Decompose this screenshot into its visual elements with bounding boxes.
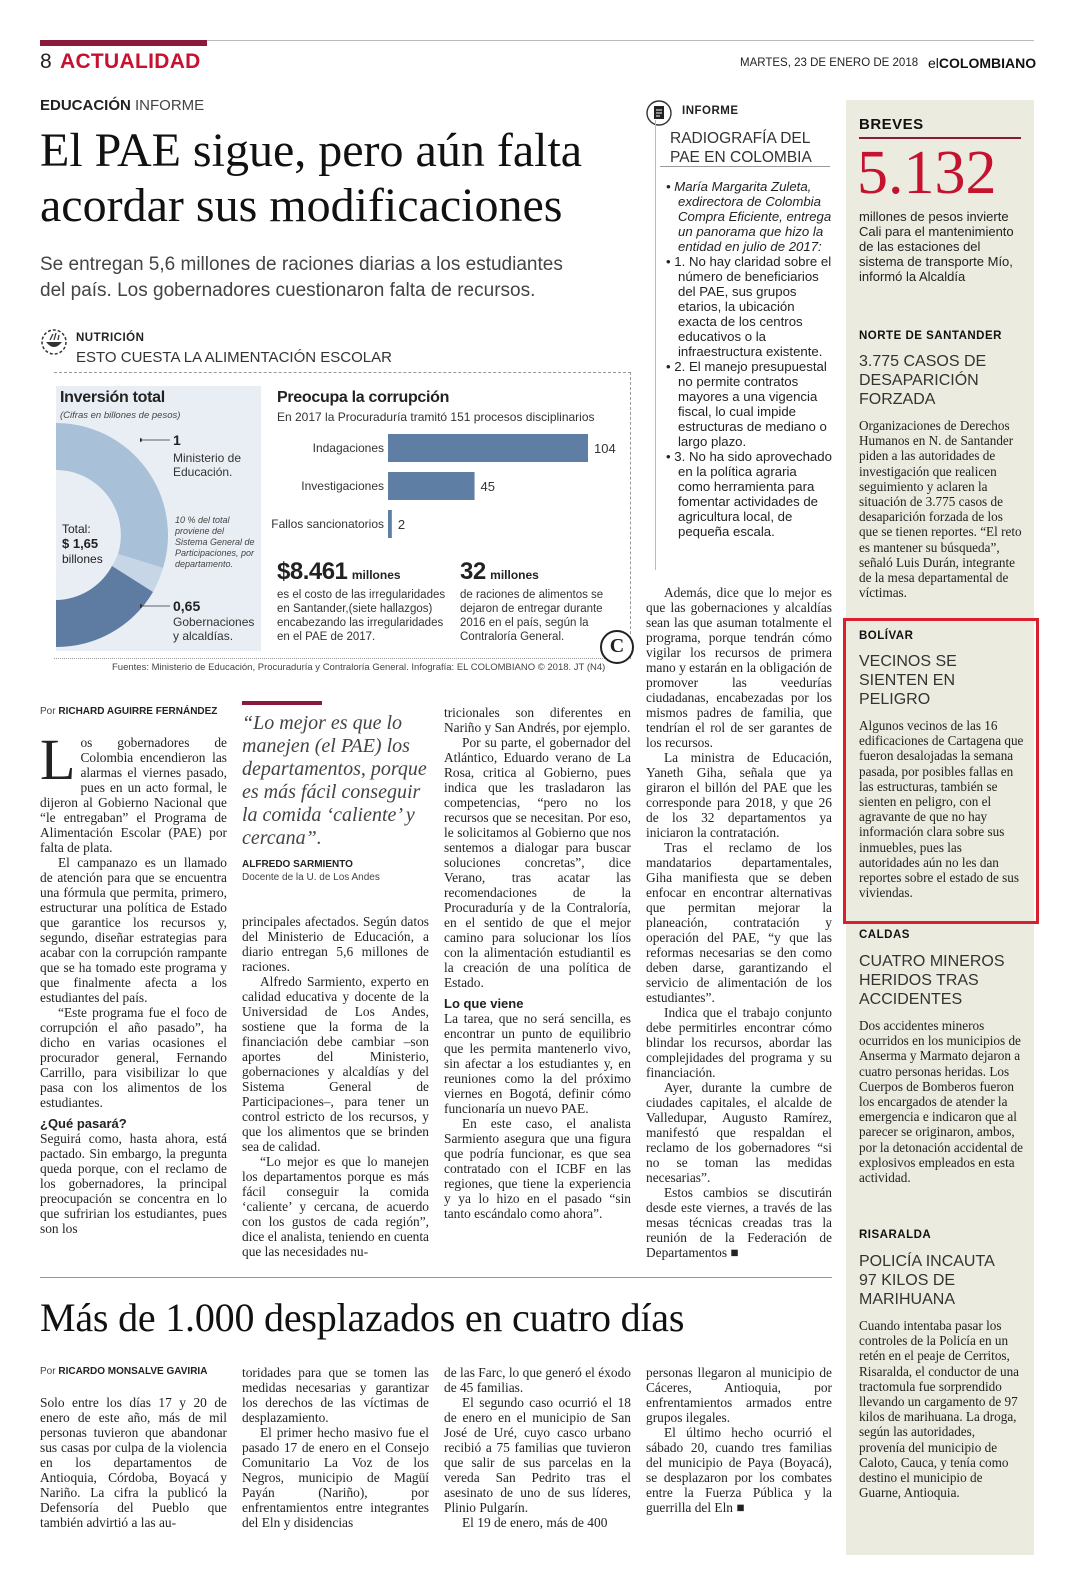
- bar-category-label: Indagaciones: [312, 441, 384, 455]
- breve-region-risaralda: RISARALDA: [859, 1229, 932, 1241]
- informe-item-text: 1. No hay claridad sobre el número de beneficiarios del PAE, sus grupos etarios, la ubicación exacta de los centros educativos o la infraestructura existente.: [674, 254, 832, 359]
- informe-item: • 2. El manejo presupuestal no permite contratos mayores a una vigencia fiscal, lo cual impide estructuras de mediano o largo plazo.: [666, 359, 827, 449]
- informe-title: [670, 129, 812, 167]
- page-date: MARTES, 23 DE ENERO DE 2018: [740, 57, 919, 69]
- byline-name: RICHARD AGUIRRE FERNÁNDEZ: [58, 706, 218, 717]
- bar-indagaciones: [388, 434, 588, 462]
- breve-title-caldas: CUATRO MINEROS HERIDOS TRAS ACCIDENTES: [859, 953, 1005, 1008]
- stat1-unit: millones: [351, 568, 401, 582]
- paragraph: principales afectados. Según datos del Ministerio de Educación, a diario entregan 5,6 millones de raciones.: [242, 914, 429, 974]
- stat2-number: 32: [460, 558, 486, 585]
- paragraph: El primer hecho masivo fue el pasado 17 de enero en el Consejo Comunitario La Voz de los Negros, municipio de Magüí Payán (Nariño), por enfrentamientos entre integrantes del Eln y disidencias: [242, 1425, 429, 1530]
- kicker-bold: EDUCACIÓN: [40, 97, 131, 114]
- paragraph: Los gobernadores de Colombia encendieron las alarmas el viernes pasado, pues en un acto formal, le dijeron al Gobierno Nacional que “le entregaban” el Programa de Alimentación Escolar (PAE) por falta de plata.: [40, 735, 227, 855]
- paragraph: El campanazo es un llamado de atención para que se encuentra una fórmula que permita, primero, estructurar una política de Estado que garantice los recursos y, segundo, diseñar estrategias para acabar con la corrupción rampante que se ha tomado este programa y que finalmente afecta a los estudiantes del país.: [40, 855, 227, 1005]
- paragraph: Indica que el trabajo conjunto debe permitirles encontrar cómo blindar los recursos, abordar las complejidades del programa y su financiación.: [646, 1005, 832, 1080]
- paragraph: toridades para que se tomen las medidas necesarias y garantizar los derechos de las víctimas de desplazamiento.: [242, 1365, 429, 1425]
- section-name: ACTUALIDAD: [60, 50, 201, 73]
- informe-title-line1: RADIOGRAFÍA DEL: [670, 130, 811, 147]
- breve-text-risaralda: Cuando intentaba pasar los controles de la Policía en un retén en el peaje de Cerritos, Risaralda, el conductor de una tractomula fue sorprendido llevando un cargamento de 97 kilos de marihuana. La droga, según las autoridades, provenía del municipio de Caloto, Cauca, y tenía como destino el municipio de Guarne, Antioquia.: [859, 1318, 1020, 1501]
- quote-role: Docente de la U. de Los Andes: [242, 872, 380, 883]
- stat1-value: [277, 558, 401, 586]
- stat2-value: [460, 558, 539, 586]
- pie-subtitle: (Cifras en billones de pesos): [60, 410, 181, 421]
- article2-top-rule: [40, 1277, 832, 1278]
- breve-region-bolivar: BOLÍVAR: [859, 630, 914, 642]
- page-number: 8: [40, 50, 52, 73]
- paragraph: Ayer, durante la cumbre de ciudades capitales, el alcalde de Valledupar, Augusto Ramírez, manifestó que respaldan el reclamo de los gobernadores “si no se toman las medidas necesarias”.: [646, 1080, 832, 1185]
- informe-title-line2: PAE EN COLOMBIA: [670, 149, 812, 166]
- paragraph: Tras el reclamo de los mandatarios departamentales, Giha manifiesta que se deben enfocar en encontrar alternativas que permitan mejorar la planeación, contratación y operación del PAE, “y que las reformas necesarias se den como deben darse, garantizando el servicio de alimentación de los estudiantes”.: [646, 840, 832, 1005]
- section-bar: [40, 40, 207, 46]
- informe-item: • 1. No hay claridad sobre el número de beneficiarios del PAE, sus grupos etarios, la ubicación exacta de los centros educativos o la infraestructura existente.: [666, 254, 832, 359]
- pie-slice3-value: 0,65: [173, 598, 201, 614]
- pie-slice1-label-line1: Ministerio de: [173, 451, 242, 465]
- informe-list: [664, 179, 832, 539]
- article2-column-4: [646, 1365, 832, 1535]
- article2-column-3: [444, 1365, 631, 1535]
- breve-title-risaralda: POLICÍA INCAUTA 97 KILOS DE MARIHUANA: [859, 1253, 994, 1308]
- article-deck: [40, 252, 640, 304]
- paragraph: personas llegaron al municipio de Cáceres, Antioquia, por enfrentamientos armados entre grupos ilegales.: [646, 1365, 832, 1425]
- stat2-text: de raciones de alimentos se dejaron de entregar durante 2016 en el país, según la Contraloría General.: [460, 589, 604, 643]
- stat1-number: $8.461: [277, 558, 348, 585]
- paragraph: El último hecho ocurrió el sábado 20, cuando tres familias del municipio de Paya (Boyacá), se desplazaron por los combates entre la Fuerza Pública y la guerrilla del Eln ■: [646, 1425, 832, 1515]
- breve-title-norte-santander: 3.775 CASOS DE DESAPARICIÓN FORZADA: [859, 353, 987, 408]
- informe-title-rule: [660, 166, 830, 167]
- paragraph: Alfredo Sarmiento, experto en calidad educativa y docente de la Universidad de Los Andes, sostiene que la forma de la financiación debe cambiar –son aportes del Ministerio, gobernaciones y alcaldías y del Sistema General de Participaciones–, para tener un control estricto de los recursos, y que los alimentos que se brinden sea de calidad.: [242, 974, 429, 1154]
- pie-slice1-value: 1: [173, 432, 181, 448]
- deck-line-1: Se entregan 5,6 millones de raciones diarias a los estudiantes: [40, 254, 563, 275]
- informe-item-text: 3. No ha sido aprovechado en la política agraria como herramienta para fomentar actividades de agricultura local, de pequeña escala.: [674, 449, 832, 539]
- pullquote-rule: [242, 701, 322, 705]
- document-icon: [646, 100, 672, 126]
- bar-fallos-sancionatorios: [388, 510, 392, 538]
- article2-column-1: [40, 1395, 227, 1535]
- pie-total-value: $ 1,65: [62, 536, 99, 551]
- kicker-light: INFORME: [135, 97, 205, 114]
- brand-name: COLOMBIANO: [938, 55, 1037, 71]
- pie-slice1-label: [173, 451, 241, 479]
- breve-region-caldas: CALDAS: [859, 929, 910, 941]
- pie-note: 10 % del total proviene del Sistema General de Participaciones, por departamento.: [175, 515, 255, 569]
- headline-line-1: El PAE sigue, pero aún falta: [40, 124, 583, 177]
- article-kicker: [40, 97, 204, 114]
- paragraph: de las Farc, lo que generó el éxodo de 45 familias.: [444, 1365, 631, 1395]
- infographic-sources: Fuentes: Ministerio de Educación, Procuraduría y Contraloría General. Infografía: EL COLOMBIANO © 2018. JT (N4): [112, 662, 606, 673]
- headline-line-2: acordar sus modificaciones: [40, 179, 563, 232]
- pull-quote: “Lo mejor es que lo manejen (el PAE) los departamentos, porque es más fácil conseguir la comida ‘caliente’ y cercana”.: [242, 712, 427, 849]
- article2-byline: [40, 1366, 207, 1377]
- paragraph: Por su parte, el gobernador del Atlántico, Eduardo verano de La Rosa, critica al Gobierno, pues indica que les trasladaron las competencias, “pero no los recursos que se necesitan. Por eso, le solicitamos al Gobierno que nos sentemos a dialogar para buscar soluciones concretas”, dice Verano, tras acatar las recomendaciones de la Procuraduría y de la Contraloría, en el sentido de que el mejor camino para solucionar los líos con la alimentación estudiantil es la creación de una política de Estado.: [444, 735, 631, 990]
- byline-name: RICARDO MONSALVE GAVIRIA: [58, 1366, 208, 1377]
- pie-slice1-label-line2: Educación.: [173, 465, 233, 479]
- article-byline: [40, 706, 217, 717]
- article-column-2: [242, 914, 429, 1260]
- pie-total-label: Total:: [62, 522, 91, 536]
- chart-title: Preocupa la corrupción: [277, 389, 450, 406]
- paragraph: Estos cambios se discutirán desde este viernes, a través de las mesas técnicas creadas tras la reunión de la Federación de Departamentos ■: [646, 1185, 832, 1260]
- informe-left-rule: [655, 120, 656, 570]
- paragraph: En este caso, el analista Sarmiento asegura que una figura que podría funcionar, es que sea contratado con el ICBF en las regiones, que tiene la experiencia y ya lo hizo en el pasado “sin tanto escándalo como ahora”.: [444, 1116, 631, 1221]
- informe-item: • 3. No ha sido aprovechado en la política agraria como herramienta para fomentar actividades de agricultura local, de pequeña escala.: [666, 449, 832, 539]
- bar-value-label: 2: [397, 517, 406, 532]
- drop-cap: L: [40, 735, 76, 792]
- paragraph: “Este programa fue el foco de corrupción el año pasado”, ha dicho en varias ocasiones el procurador general, Fernando Carrillo, para visibilizar lo que pasa con los alimentos de los estudiantes.: [40, 1005, 227, 1110]
- breve-text-bolivar: Algunos vecinos de las 16 edificaciones de Cartagena que fueron desalojadas la semana pasada, por posibles fallas en las estructuras, también se sienten en peligro, con el agravante de que no hay información clara sobre sus inmuebles, pues las autoridades aún no les dan reportes sobre el estado de sus viviendas.: [859, 718, 1024, 901]
- informe-item: • María Margarita Zuleta, exdirectora de Colombia Compra Eficiente, entrega un panorama que hizo la entidad en julio de 2017:: [666, 179, 832, 254]
- article2-headline: Más de 1.000 desplazados en cuatro días: [40, 1295, 685, 1340]
- article-headline: [40, 123, 640, 233]
- brand-logo: [928, 55, 1036, 71]
- pie-total-unit: billones: [62, 552, 103, 566]
- infographic-title: ESTO CUESTA LA ALIMENTACIÓN ESCOLAR: [76, 349, 392, 366]
- paragraph: Seguirá como, hasta ahora, está pactado. Sin embargo, la pregunta queda porque, con el reclamo de los gobernadores, la principal preocupación se concentra en lo que sufririan los estudiantes, pues son los: [40, 1131, 227, 1236]
- paragraph: “Lo mejor es que lo manejen los departamentos porque es más fácil conseguir la comida ‘caliente’ y cercana, de acuerdo con los gustos de cada región”, dice el analista, teniendo en cuenta que las necesidades nu-: [242, 1154, 429, 1259]
- bar-category-label: Investigaciones: [301, 479, 384, 493]
- paragraph: Además, dice que lo mejor es que las gobernaciones y alcaldías sean las que asuman totalmente el programa, porque tendrán cómo vigilar los recursos de primera mano y estarán en la obligación de promover las veedurías ciudadanas, encabezadas por los mismos padres de familia, que tendrían el rol de ser garantes de los recursos.: [646, 585, 832, 750]
- infographic-label: NUTRICIÓN: [76, 332, 145, 344]
- brand-prefix: el: [928, 55, 939, 71]
- paragraph: La tarea, que no será sencilla, es encontrar un punto de equilibrio que les permita mantenerlo vivo, sin afectar a los estudiantes y, en reuniones como la del próximo viernes en Bogotá, definir cómo funcionaría un nuevo PAE.: [444, 1011, 631, 1116]
- bar-value-label: 45: [480, 479, 496, 494]
- breves-big-number: 5.132: [857, 139, 997, 207]
- stat2-unit: millones: [490, 568, 539, 582]
- article-column-4: [646, 585, 832, 1260]
- deck-line-2: del país. Los gobernadores cuestionaron falta de recursos.: [40, 280, 536, 301]
- paragraph: Solo entre los días 17 y 20 de enero de este año, más de mil personas tuvieron que abandonar sus casas por culpa de la violencia en los departamentos de Antioquia, Córdoba, Boyacá y Nariño. La cifra la publicó la Defensoría del Pueblo que también advirtió a las au-: [40, 1395, 227, 1530]
- nutrition-icon: [40, 328, 68, 356]
- pie-slice3-label: [173, 615, 254, 643]
- chart-subtitle: En 2017 la Procuraduría tramitó 151 procesos disciplinarios: [277, 410, 595, 424]
- logo-letter: C: [609, 635, 625, 657]
- breve-text-norte-santander: Organizaciones de Derechos Humanos en N. de Santander piden a las autoridades de investigación que realicen seguimiento y aclaren la situación de 3.775 casos de desaparición forzada de los que se tienen reportes. “El reto es mantener su búsqueda”, señaló Luis Durán, integrante de la mesa departamental de víctimas.: [859, 418, 1022, 601]
- informe-item-text: María Margarita Zuleta, exdirectora de Colombia Compra Eficiente, entrega un panorama que hizo la entidad en julio de 2017:: [674, 179, 832, 254]
- article-column-1: [40, 735, 227, 1260]
- corruption-bar-chart: [270, 428, 625, 546]
- bar-value-label: 104: [594, 441, 616, 456]
- subhead-que-pasara: ¿Qué pasará?: [40, 1116, 127, 1131]
- article-column-3: [444, 705, 631, 1260]
- quote-author: ALFREDO SARMIENTO: [242, 859, 353, 870]
- subhead-lo-que-viene: Lo que viene: [444, 996, 524, 1011]
- infographic-logo: [600, 630, 634, 664]
- paragraph: tricionales son diferentes en Nariño y San Andrés, por ejemplo.: [444, 705, 631, 735]
- stat1-text: es el costo de las irregularidades en Santander,(siete hallazgos) encabezando las irregularidades en el PAE de 2017.: [277, 589, 446, 643]
- bar-investigaciones: [388, 472, 475, 500]
- informe-label: INFORME: [682, 105, 739, 117]
- paragraph: El 19 de enero, más de 400: [462, 1515, 608, 1530]
- byline-prefix: Por: [40, 1366, 56, 1377]
- byline-prefix: Por: [40, 706, 56, 717]
- paragraph: El segundo caso ocurrió el 18 de enero en el municipio de San José de Uré, cuyo casco urbano recibió a 75 familias que tuvieron que salir de sus parcelas en la vereda San Pedrito tras el asesinato de uno de sus líderes, Plinio Pulgarín.: [444, 1395, 631, 1515]
- pie-slice3-label-line1: Gobernaciones: [173, 615, 255, 629]
- bar-category-label: Fallos sancionatorios: [271, 517, 384, 531]
- breves-label: BREVES: [859, 116, 924, 133]
- article2-column-2: [242, 1365, 429, 1535]
- paragraph: La ministra de Educación, Yaneth Giha, señala que ya giraron el billón del PAE que les corresponde para 2018, y que 26 de los 32 departamentos ya iniciaron la contratación.: [646, 750, 832, 840]
- informe-item-text: 2. El manejo presupuestal no permite contratos mayores a una vigencia fiscal, lo cual impide estructuras de mediano o largo plazo.: [674, 359, 827, 449]
- pie-slice3-label-line2: y alcaldías.: [173, 629, 234, 643]
- breve-title-bolivar: VECINOS SE SIENTEN EN PELIGRO: [859, 653, 957, 708]
- breves-big-text: millones de pesos invierte Cali para el mantenimiento de las estaciones del sistema de transporte Mío, informó la Alcaldía: [859, 209, 1014, 284]
- breve-region-norte-santander: NORTE DE SANTANDER: [859, 330, 1002, 342]
- breve-text-caldas: Dos accidentes mineros ocurridos en los municipios de Anserma y Marmato dejaron a cuatro personas heridas. Los Cuerpos de Bomberos fueron los encargados de atender la emergencia e indicaron que al parecer se originaron, ambos, por la detonación accidental de explosivos empleados en esta actividad.: [859, 1018, 1024, 1186]
- pie-title: Inversión total: [60, 389, 165, 406]
